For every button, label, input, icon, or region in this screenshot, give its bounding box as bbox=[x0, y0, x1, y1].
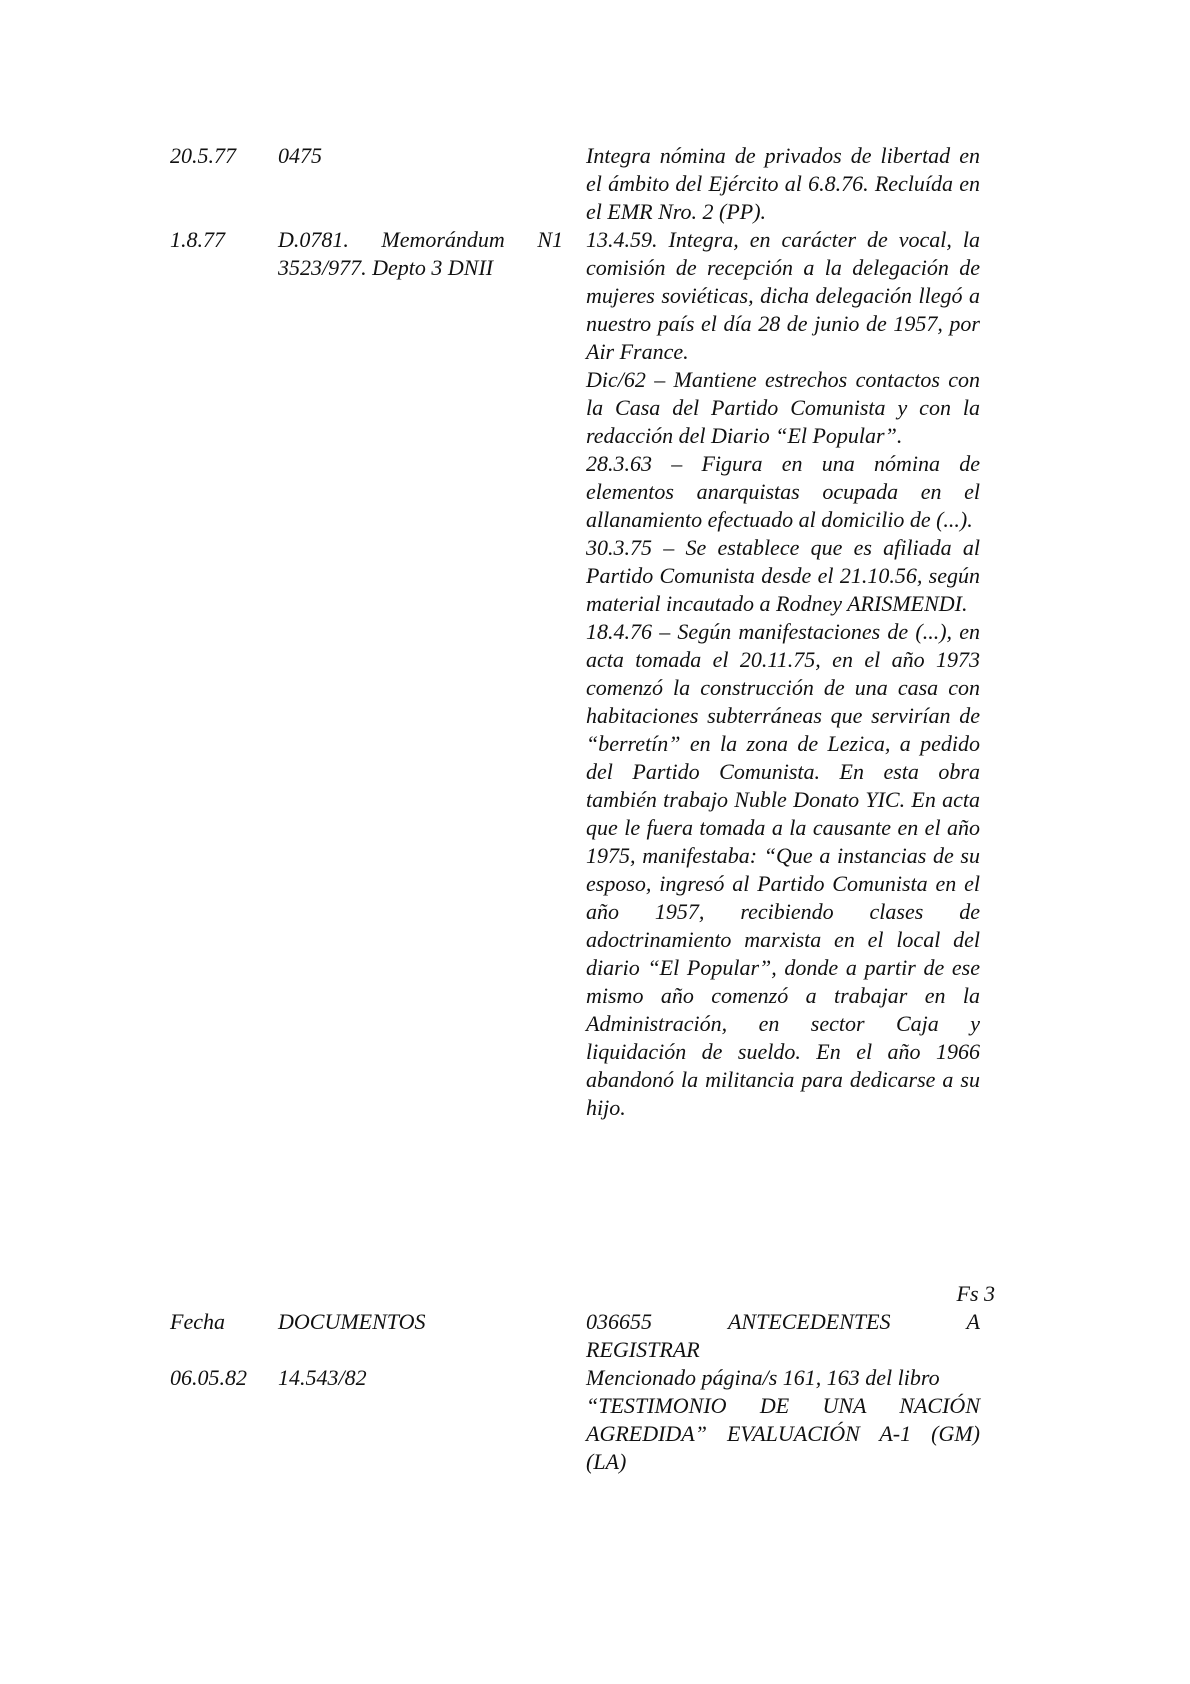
header-registrar-label: REGISTRAR bbox=[586, 1337, 700, 1362]
header-number: 036655 bbox=[586, 1309, 652, 1334]
entry-date: 20.5.77 bbox=[170, 143, 236, 168]
entry-document: 0475 bbox=[278, 143, 322, 168]
entry-paragraph: 28.3.63 – Figura en una nómina de elementos anarquistas ocupada en el allanamiento efectuado al domicilio de (...). bbox=[586, 451, 980, 532]
entry-paragraph: Mencionado página/s 161, 163 del libro bbox=[586, 1365, 940, 1390]
entry-paragraph: 30.3.75 – Se establece que es afiliada al Partido Comunista desde el 21.10.56, según material incautado a Rodney ARISMENDI. bbox=[586, 535, 980, 616]
header-date-label: Fecha bbox=[170, 1309, 225, 1334]
entry-document: 14.543/82 bbox=[278, 1365, 367, 1390]
header-documents-label: DOCUMENTOS bbox=[278, 1309, 426, 1334]
entry-paragraph: Integra nómina de privados de libertad en el ámbito del Ejército al 6.8.76. Recluída en el EMR Nro. 2 (PP). bbox=[586, 143, 980, 224]
entry-date: 1.8.77 bbox=[170, 227, 225, 252]
entry-description bbox=[586, 1364, 980, 1476]
entry-paragraph: 18.4.76 – Según manifestaciones de (...), en acta tomada el 20.11.75, en el año 1973 comenzó la construcción de una casa con habitaciones subterráneas que servirían de “berretín” en la zona de Lezica, a pedido del Partido Comunista. En esta obra también trabajo Nuble Donato YIC. En acta que le fuera tomada a la causante en el año 1975, manifestaba: “Que a instancias de su esposo, ingresó al Partido Comunista en el año 1957, recibiendo clases de adoctrinamiento marxista en el local del diario “El Popular”, donde a partir de ese mismo año comenzó a trabajar en la Administración, en sector Caja y liquidación de sueldo. En el año 1966 abandonó la militancia para dedicarse a su hijo. bbox=[586, 619, 980, 1120]
entry-document: D.0781. Memorándum N1 3523/977. Depto 3 DNII bbox=[278, 227, 563, 280]
entry-paragraph: “TESTIMONIO DE UNA NACIÓN AGREDIDA” EVALUACIÓN A-1 (GM) (LA) bbox=[586, 1393, 980, 1474]
header-antecedentes-label: ANTECEDENTES bbox=[727, 1309, 891, 1334]
header-antecedentes bbox=[586, 1308, 980, 1364]
folio-number: Fs 3 bbox=[956, 1281, 995, 1306]
entry-description bbox=[586, 226, 980, 1122]
entry-paragraph: 13.4.59. Integra, en carácter de vocal, la comisión de recepción a la delegación de mujeres soviéticas, dicha delegación llegó a nuestro país el día 28 de junio de 1957, por Air France. bbox=[586, 227, 980, 364]
entry-paragraph: Dic/62 – Mantiene estrechos contactos con la Casa del Partido Comunista y con la redacción del Diario “El Popular”. bbox=[586, 367, 980, 448]
entry-date: 06.05.82 bbox=[170, 1365, 247, 1390]
entry-description bbox=[586, 142, 980, 226]
header-a-label: A bbox=[966, 1309, 980, 1334]
